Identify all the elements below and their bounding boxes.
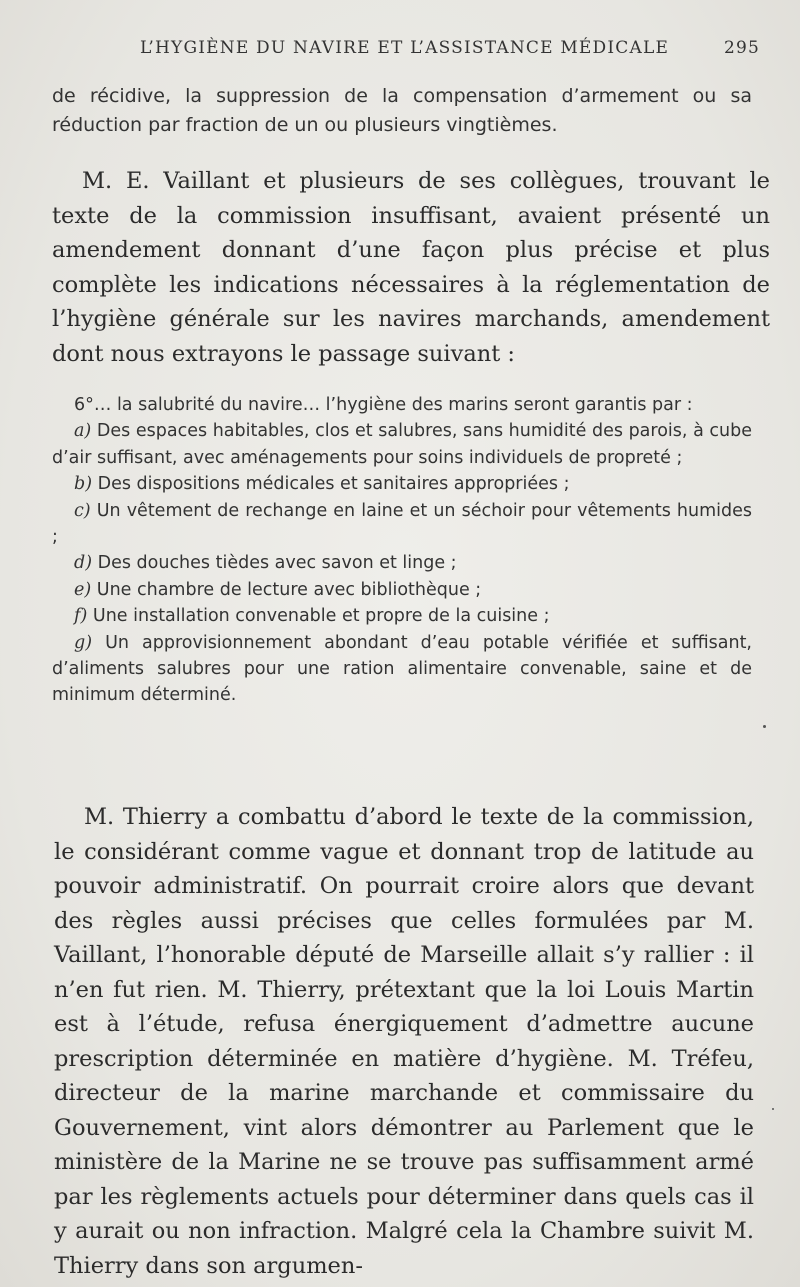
quote-item-letter: f) [74,606,88,627]
quote-item-letter: d) [74,553,93,574]
continuation-text: de récidive, la suppression de la compensation d’armement ou sa réduction par fraction de un ou plusieurs vingtièmes. [52,85,752,136]
quote-item-g [52,630,752,709]
quote-item-letter: b) [74,474,93,495]
quote-item-letter: g) [74,632,93,653]
quote-item-letter: e) [74,579,92,600]
quote-item-text: Des espaces habitables, clos et salubres, sans humidité des parois, à cube d’air suffisant, avec aménagements pour soins individuels de propreté ; [52,421,752,468]
page-number: 295 [723,38,760,58]
quote-intro: 6°… la salubrité du navire… l’hygiène des marins seront garantis par : [74,395,693,415]
quote-item-letter: c) [74,500,91,521]
quote-item-text: Des dispositions médicales et sanitaires appropriées ; [97,474,570,495]
paragraph-vaillant: M. E. Vaillant et plusieurs de ses collègues, trouvant le texte de la commission insuffisant, avaient présenté un amendement donnant d’une façon plus précise et plus complète les indications nécessaires à la réglementation de l’hygiène générale sur les navires marchands, amendement dont nous extrayons le passage suivant : [52,168,770,367]
quote-item-d [52,550,752,576]
paper-speck [772,1108,774,1110]
quote-item-text: Un vêtement de rechange en laine et un séchoir pour vêtements humides ; [52,500,752,548]
quote-item-e [52,577,752,603]
quote-item-text: Un approvisionnement abondant d’eau potable vérifiée et suffisant, d’aliments salubres pour une ration alimentaire convenable, saine et de minimum déterminé. [52,632,752,706]
quote-item-text: Une chambre de lecture avec bibliothèque ; [96,579,482,600]
quote-item-text: Une installation convenable et propre de la cuisine ; [92,606,550,627]
paragraph-thierry: M. Thierry a combattu d’abord le texte de la commission, le considérant comme vague et donnant trop de latitude au pouvoir administratif. On pourrait croire alors que devant des règles aussi précises que celles formulées par M. Vaillant, l’honorable député de Marseille allait s’y rallier : il n’en fut rien. M. Thierry, prétextant que la loi Louis Martin est à l’étude, refusa énergiquement d’admettre aucune prescription déterminée en matière d’hygiène. M. Tréfeu, directeur de la marine marchande et commissaire du Gouvernement, vint alors démontrer au Parlement que le ministère de la Marine ne se trouve pas suffisamment armé par les règlements actuels pour déterminer dans quels cas il y aurait ou non infraction. Malgré cela la Chambre suivit M. Thierry dans son argumen- [54,804,754,1279]
quote-item-a [52,418,752,471]
quote-item-letter: a) [74,421,92,442]
quote-item-text: Des douches tièdes avec savon et linge ; [97,553,457,574]
amendment-quote [52,392,752,709]
quote-item-f [52,603,752,629]
page-header [140,38,760,66]
running-title: L’HYGIÈNE DU NAVIRE ET L’ASSISTANCE MÉDICALE [140,38,670,58]
quote-item-c [52,498,752,551]
paper-speck [763,725,766,728]
quote-item-b [52,471,752,497]
